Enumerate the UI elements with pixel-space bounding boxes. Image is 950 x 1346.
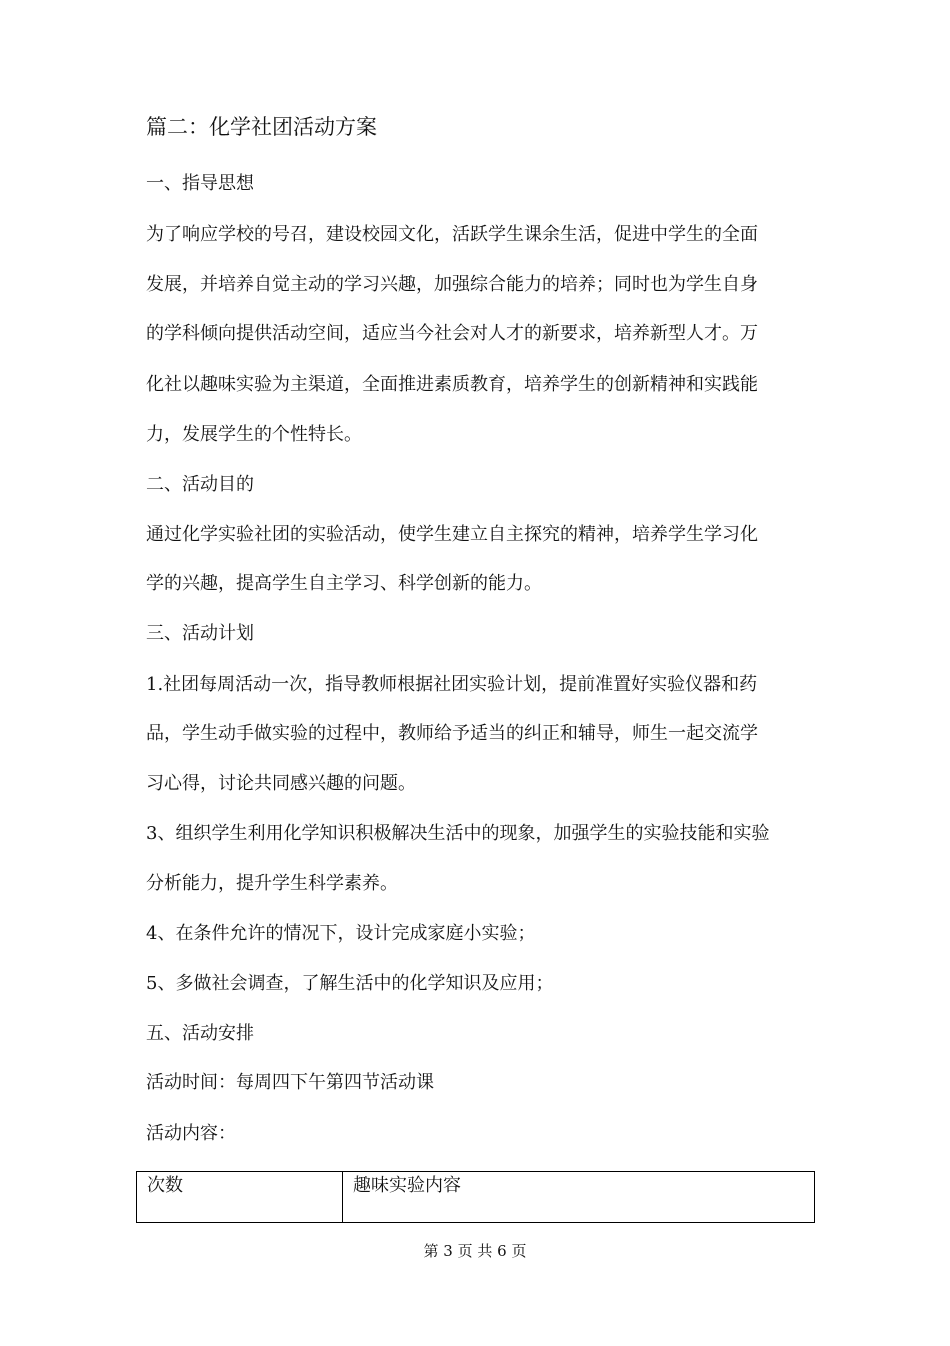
document-title: 篇二：化学社团活动方案 <box>146 115 377 139</box>
table-row <box>137 1172 815 1223</box>
paragraph-line: 4、在条件允许的情况下，设计完成家庭小实验； <box>146 923 536 944</box>
paragraph-line: 为了响应学校的号召，建设校园文化，活跃学生课余生活，促进中学生的全面 <box>146 224 758 245</box>
paragraph-line: 习心得，讨论共同感兴趣的问题。 <box>146 773 416 794</box>
paragraph-line: 5、多做社会调查，了解生活中的化学知识及应用； <box>146 973 554 994</box>
page-footer: 第 3 页 共 6 页 <box>423 1242 527 1260</box>
paragraph-line: 品，学生动手做实验的过程中，教师给予适当的纠正和辅导，师生一起交流学 <box>146 723 758 744</box>
section-heading-guiding-ideology: 一、指导思想 <box>146 173 254 194</box>
paragraph-line: 活动时间：每周四下午第四节活动课 <box>146 1072 434 1093</box>
paragraph-line: 力，发展学生的个性特长。 <box>146 424 362 445</box>
paragraph-line: 1.社团每周活动一次，指导教师根据社团实验计划，提前准置好实验仪器和药 <box>146 674 758 695</box>
paragraph-line: 活动内容： <box>146 1123 236 1144</box>
table-header-cell: 趣味实验内容 <box>343 1172 815 1223</box>
paragraph-line: 学的兴趣，提高学生自主学习、科学创新的能力。 <box>146 573 542 594</box>
paragraph-line: 分析能力，提升学生科学素养。 <box>146 873 398 894</box>
table-header-cell: 次数 <box>137 1172 343 1223</box>
paragraph-line: 发展，并培养自觉主动的学习兴趣，加强综合能力的培养；同时也为学生自身 <box>146 274 758 295</box>
section-heading-plan: 三、活动计划 <box>146 623 254 644</box>
paragraph-line: 通过化学实验社团的实验活动，使学生建立自主探究的精神，培养学生学习化 <box>146 524 758 545</box>
paragraph-line: 的学科倾向提供活动空间，适应当今社会对人才的新要求，培养新型人才。万 <box>146 323 758 344</box>
paragraph-line: 化社以趣味实验为主渠道，全面推进素质教育，培养学生的创新精神和实践能 <box>146 374 758 395</box>
paragraph-line: 3、组织学生利用化学知识积极解决生活中的现象，加强学生的实验技能和实验 <box>146 823 770 844</box>
section-heading-purpose: 二、活动目的 <box>146 474 254 495</box>
activity-content-table <box>136 1171 815 1223</box>
section-heading-arrangement: 五、活动安排 <box>146 1023 254 1044</box>
